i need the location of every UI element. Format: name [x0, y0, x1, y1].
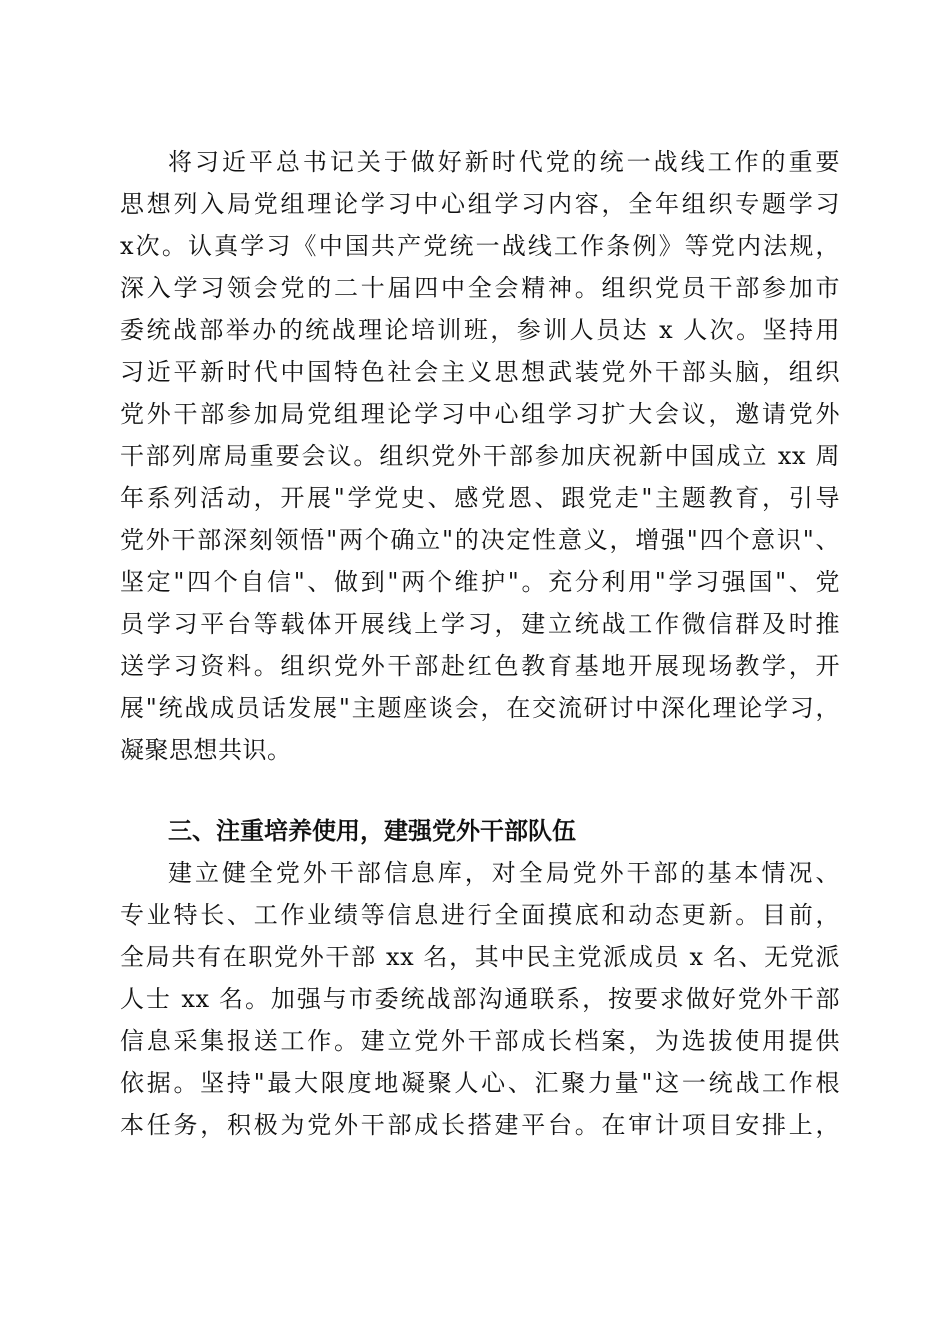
section-heading	[120, 810, 840, 852]
paragraph-line: 送学习资料。组织党外干部赴红色教育基地开展现场教学，开	[120, 652, 840, 680]
paragraph-cadre-training	[120, 852, 840, 1146]
paragraph-line: 依据。坚持"最大限度地凝聚人心、汇聚力量"这一统战工作根	[120, 1069, 840, 1097]
paragraph-line: 年系列活动，开展"学党史、感党恩、跟党走"主题教育，引导	[120, 484, 840, 512]
paragraph-line: 坚定"四个自信"、做到"两个维护"。充分利用"学习强国"、党	[120, 568, 840, 596]
paragraph-line: 凝聚思想共识。	[120, 736, 292, 764]
paragraph-theory-study	[120, 141, 840, 771]
paragraph-line: 委统战部举办的统战理论培训班，参训人员达 x 人次。坚持用	[120, 316, 840, 344]
paragraph-line: 将习近平总书记关于做好新时代党的统一战线工作的重要	[168, 148, 840, 176]
paragraph-line: 专业特长、工作业绩等信息进行全面摸底和动态更新。目前，	[120, 901, 840, 929]
paragraph-line: 本任务，积极为党外干部成长搭建平台。在审计项目安排上，	[120, 1111, 840, 1139]
paragraph-line: 全局共有在职党外干部 xx 名，其中民主党派成员 x 名、无党派	[120, 943, 840, 971]
paragraph-line: 党外干部深刻领悟"两个确立"的决定性意义，增强"四个意识"、	[120, 526, 840, 554]
paragraph-line: 深入学习领会党的二十届四中全会精神。组织党员干部参加市	[120, 274, 840, 302]
section-heading-text: 三、注重培养使用，建强党外干部队伍	[168, 817, 576, 845]
paragraph-line: 人士 xx 名。加强与市委统战部沟通联系，按要求做好党外干部	[120, 985, 840, 1013]
paragraph-line: 干部列席局重要会议。组织党外干部参加庆祝新中国成立 xx 周	[120, 442, 840, 470]
paragraph-line: 习近平新时代中国特色社会主义思想武装党外干部头脑，组织	[120, 358, 840, 386]
paragraph-line: 员学习平台等载体开展线上学习，建立统战工作微信群及时推	[120, 610, 840, 638]
paragraph-line: 建立健全党外干部信息库，对全局党外干部的基本情况、	[168, 859, 840, 887]
paragraph-line: x次。认真学习《中国共产党统一战线工作条例》等党内法规，	[120, 232, 840, 260]
paragraph-line: 党外干部参加局党组理论学习中心组学习扩大会议，邀请党外	[120, 400, 840, 428]
paragraph-line: 信息采集报送工作。建立党外干部成长档案，为选拔使用提供	[120, 1027, 840, 1055]
paragraph-line: 思想列入局党组理论学习中心组学习内容，全年组织专题学习	[120, 190, 840, 218]
paragraph-line: 展"统战成员话发展"主题座谈会，在交流研讨中深化理论学习，	[120, 694, 840, 722]
